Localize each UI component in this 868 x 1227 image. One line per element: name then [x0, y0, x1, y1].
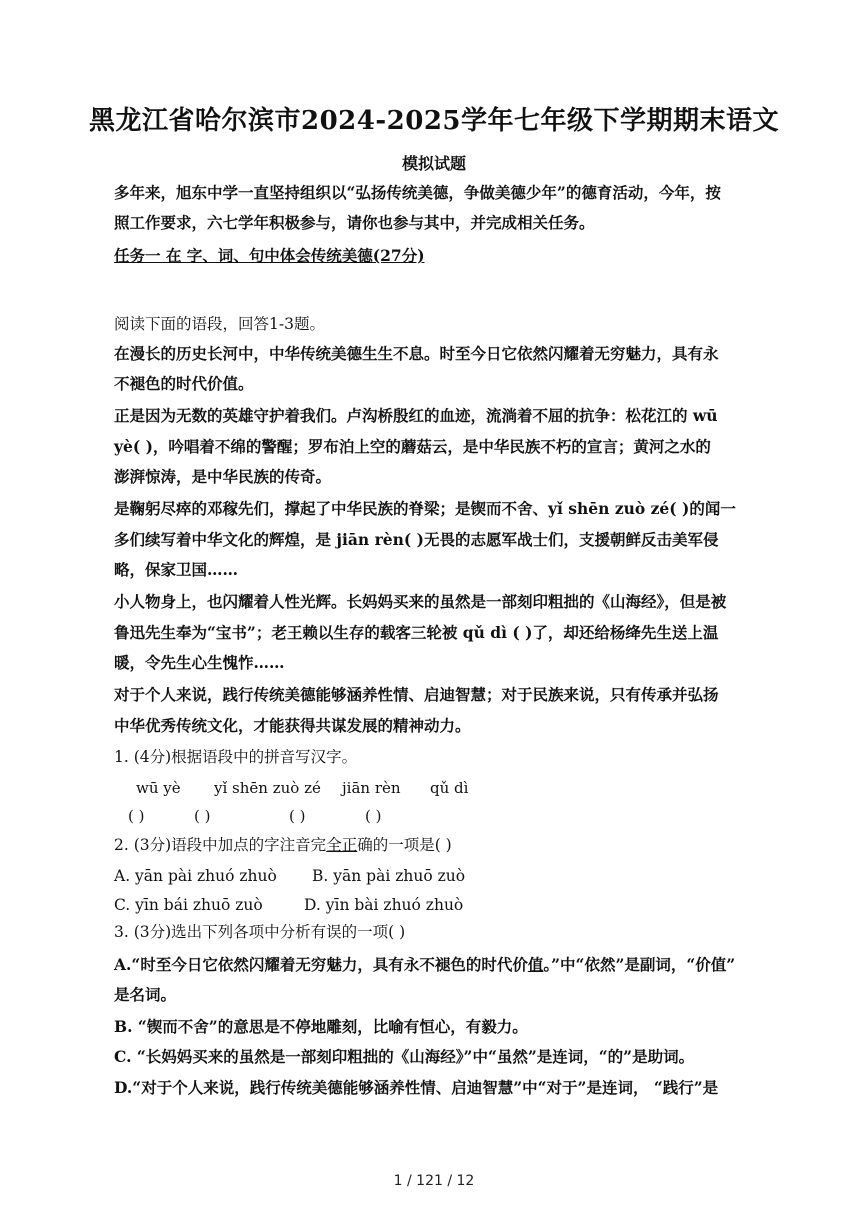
page-number: 1 / 121 / 12 — [393, 1173, 475, 1189]
q2-option-a: A. yān pài zhuó zhuò — [114, 867, 277, 885]
q1-pinyin-3: jiān rèn — [342, 779, 401, 797]
q1-blank-3: ( ) — [289, 807, 306, 825]
passage-line-1: 在漫长的历史长河中，中华传统美德生生不息。时至今日它依然闪耀着无穷魅力，具有永 — [114, 344, 719, 363]
q3-option-b: B. “锲而不舍”的意思是不停地雕刻，比喻有恒心，有毅力。 — [114, 1017, 528, 1036]
q1-pinyin-2: yǐ shēn zuò zé — [214, 779, 321, 797]
question-2-stem: 2. (3分)语段中加点的字注音完全正确的一项是( ) — [114, 836, 452, 854]
q1-pinyin-4: qǔ dì — [430, 779, 469, 797]
question-3-stem: 3. (3分)选出下列各项中分析有误的一项( ) — [114, 923, 406, 941]
passage-line-12: 对于个人来说，践行传统美德能够涵养性情、启迪智慧；对于民族来说，只有传承并弘扬 — [114, 685, 719, 704]
passage-line-6: 是鞠躬尽瘁的邓稼先们，撑起了中华民族的脊梁；是锲而不舍、yǐ shēn zuò zé( )的闻一 — [114, 499, 736, 518]
passage-line-13: 中华优秀传统文化，才能获得共谋发展的精神动力。 — [114, 716, 471, 735]
passage-line-2: 不褪色的时代价值。 — [114, 374, 254, 393]
q1-blank-2: ( ) — [194, 807, 211, 825]
intro-line-1: 多年来，旭东中学一直坚持组织以“弘扬传统美德，争做美德少年”的德育活动，今年，按 — [114, 183, 721, 202]
instruction: 阅读下面的语段，回答1-3题。 — [114, 315, 325, 333]
passage-line-11: 暖，令先生心生愧怍…… — [114, 653, 285, 672]
q3-option-d: D.“对于个人来说，践行传统美德能够涵养性情、启迪智慧”中“对于”是连词， “践行”是 — [114, 1078, 719, 1097]
q2-option-b: B. yān pài zhuō zuò — [312, 867, 466, 885]
task1-heading: 任务一 在 字、词、句中体会传统美德(27分) — [114, 246, 425, 265]
passage-line-7: 多们续写着中华文化的辉煌，是 jiān rèn( )无畏的志愿军战士们，支援朝鲜反击美军侵 — [114, 530, 719, 549]
q2-option-d: D. yīn bài zhuó zhuò — [304, 896, 464, 914]
q3-option-a-cont: 是名词。 — [114, 985, 177, 1004]
q3-option-c: C. “长妈妈买来的虽然是一部刻印粗拙的《山海经》”中“虽然”是连词，“的”是助词。 — [114, 1047, 695, 1066]
passage-line-3: 正是因为无数的英雄守护着我们。卢沟桥殷红的血迹，流淌着不屈的抗争：松花江的 wū — [114, 406, 718, 425]
q3-option-a: A.“时至今日它依然闪耀着无穷魅力，具有永不褪色的时代价值。”中“依然”是副词，“价值” — [114, 955, 736, 974]
passage-line-4: yè( )，吟唱着不绵的警醒；罗布泊上空的蘑菇云，是中华民族不朽的宣言；黄河之水的 — [114, 437, 711, 456]
passage-line-5: 澎湃惊涛，是中华民族的传奇。 — [114, 467, 332, 486]
page-subtitle: 模拟试题 — [401, 154, 466, 173]
q1-blank-1: ( ) — [128, 807, 145, 825]
q1-blank-4: ( ) — [365, 807, 382, 825]
intro-line-2: 照工作要求，六七学年积极参与，请你也参与其中，并完成相关任务。 — [114, 213, 595, 232]
passage-line-9: 小人物身上，也闪耀着人性光辉。长妈妈买来的虽然是一部刻印粗拙的《山海经》，但是被 — [114, 592, 727, 611]
page-title: 黑龙江省哈尔滨市2024-2025学年七年级下学期期末语文 — [88, 106, 780, 136]
passage-line-10: 鲁迅先生奉为“宝书”；老王赖以生存的载客三轮被 qǔ dì ( )了，却还给杨绛先生送上温 — [114, 623, 719, 642]
q1-pinyin-1: wū yè — [136, 779, 181, 797]
question-1-stem: 1. (4分)根据语段中的拼音写汉字。 — [114, 748, 358, 766]
q2-option-c: C. yīn bái zhuō zuò — [114, 896, 263, 914]
passage-line-8: 略，保家卫国…… — [114, 560, 239, 579]
